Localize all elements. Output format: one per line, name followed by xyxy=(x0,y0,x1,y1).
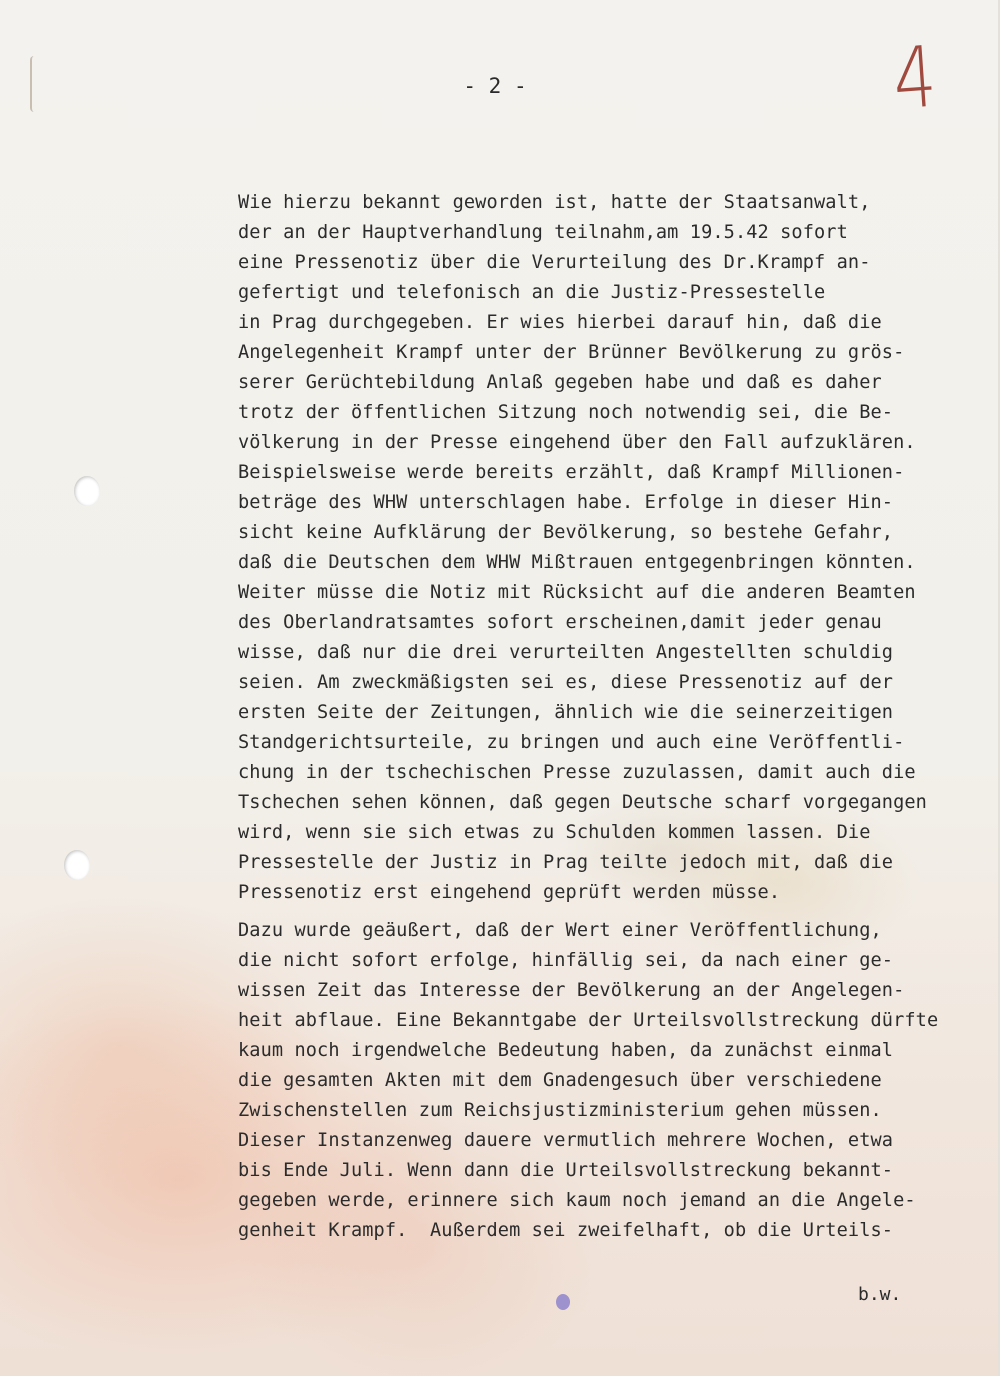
text-line: Tschechen sehen können, daß gegen Deutsche scharf vorgegangen xyxy=(238,792,927,813)
text-line: Dazu wurde geäußert, daß der Wert einer Veröffentlichung, xyxy=(238,920,882,941)
text-line: wird, wenn sie sich etwas zu Schulden kommen lassen. Die xyxy=(238,822,871,843)
text-line: daß die Deutschen dem WHW Mißtrauen entgegenbringen könnten. xyxy=(238,552,916,573)
margin-pencil-mark xyxy=(30,56,40,112)
text-line: Wie hierzu bekannt geworden ist, hatte der Staatsanwalt, xyxy=(238,192,871,213)
text-line: sicht keine Aufklärung der Bevölkerung, so bestehe Gefahr, xyxy=(238,522,894,543)
text-line: Weiter müsse die Notiz mit Rücksicht auf die anderen Beamten xyxy=(238,582,916,603)
ink-spot xyxy=(556,1294,570,1310)
text-line: eine Pressenotiz über die Verurteilung des Dr.Krampf an- xyxy=(238,252,871,273)
text-line: seien. Am zweckmäßigsten sei es, diese Pressenotiz auf der xyxy=(238,672,894,693)
text-line: genheit Krampf. Außerdem sei zweifelhaft, ob die Urteils- xyxy=(238,1220,894,1241)
text-line: heit abflaue. Eine Bekanntgabe der Urteilsvollstreckung dürfte xyxy=(238,1010,939,1031)
text-line: des Oberlandratsamtes sofort erscheinen,damit jeder genau xyxy=(238,612,882,633)
text-line: Beispielsweise werde bereits erzählt, daß Krampf Millionen- xyxy=(238,462,905,483)
text-line: serer Gerüchtebildung Anlaß gegeben habe und daß es daher xyxy=(238,372,882,393)
text-line: trotz der öffentlichen Sitzung noch notwendig sei, die Be- xyxy=(238,402,894,423)
text-line: die gesamten Akten mit dem Gnadengesuch über verschiedene xyxy=(238,1070,882,1091)
text-line: chung in der tschechischen Presse zuzulassen, damit auch die xyxy=(238,762,916,783)
text-line: gegeben werde, erinnere sich kaum noch jemand an die Angele- xyxy=(238,1190,916,1211)
text-line: Zwischenstellen zum Reichsjustizministerium gehen müssen. xyxy=(238,1100,882,1121)
page-number: - 2 - xyxy=(463,74,527,98)
paragraph-2 xyxy=(238,916,998,1246)
text-line: in Prag durchgegeben. Er wies hierbei darauf hin, daß die xyxy=(238,312,882,333)
punch-hole-top xyxy=(74,476,100,506)
handwritten-folio-number: 4 xyxy=(889,27,940,129)
text-line: der an der Hauptverhandlung teilnahm,am 19.5.42 sofort xyxy=(238,222,848,243)
text-line: beträge des WHW unterschlagen habe. Erfolge in dieser Hin- xyxy=(238,492,894,513)
text-line: bis Ende Juli. Wenn dann die Urteilsvollstreckung bekannt- xyxy=(238,1160,894,1181)
punch-hole-bottom xyxy=(64,850,90,880)
text-line: Dieser Instanzenweg dauere vermutlich mehrere Wochen, etwa xyxy=(238,1130,894,1151)
text-line: Pressenotiz erst eingehend geprüft werden müsse. xyxy=(238,882,781,903)
text-line: gefertigt und telefonisch an die Justiz-Pressestelle xyxy=(238,282,826,303)
text-line: völkerung in der Presse eingehend über den Fall aufzuklären. xyxy=(238,432,916,453)
text-line: Angelegenheit Krampf unter der Brünner Bevölkerung zu grös- xyxy=(238,342,905,363)
text-line: wissen Zeit das Interesse der Bevölkerung an der Angelegen- xyxy=(238,980,905,1001)
paragraph-1 xyxy=(238,188,998,908)
text-line: kaum noch irgendwelche Bedeutung haben, da zunächst einmal xyxy=(238,1040,894,1061)
text-line: Pressestelle der Justiz in Prag teilte jedoch mit, daß die xyxy=(238,852,894,873)
text-line: Standgerichtsurteile, zu bringen und auch eine Veröffentli- xyxy=(238,732,905,753)
text-line: wisse, daß nur die drei verurteilten Angestellten schuldig xyxy=(238,642,894,663)
continuation-note: b.w. xyxy=(858,1284,902,1305)
text-line: ersten Seite der Zeitungen, ähnlich wie die seinerzeitigen xyxy=(238,702,894,723)
text-line: die nicht sofort erfolge, hinfällig sei, da nach einer ge- xyxy=(238,950,894,971)
